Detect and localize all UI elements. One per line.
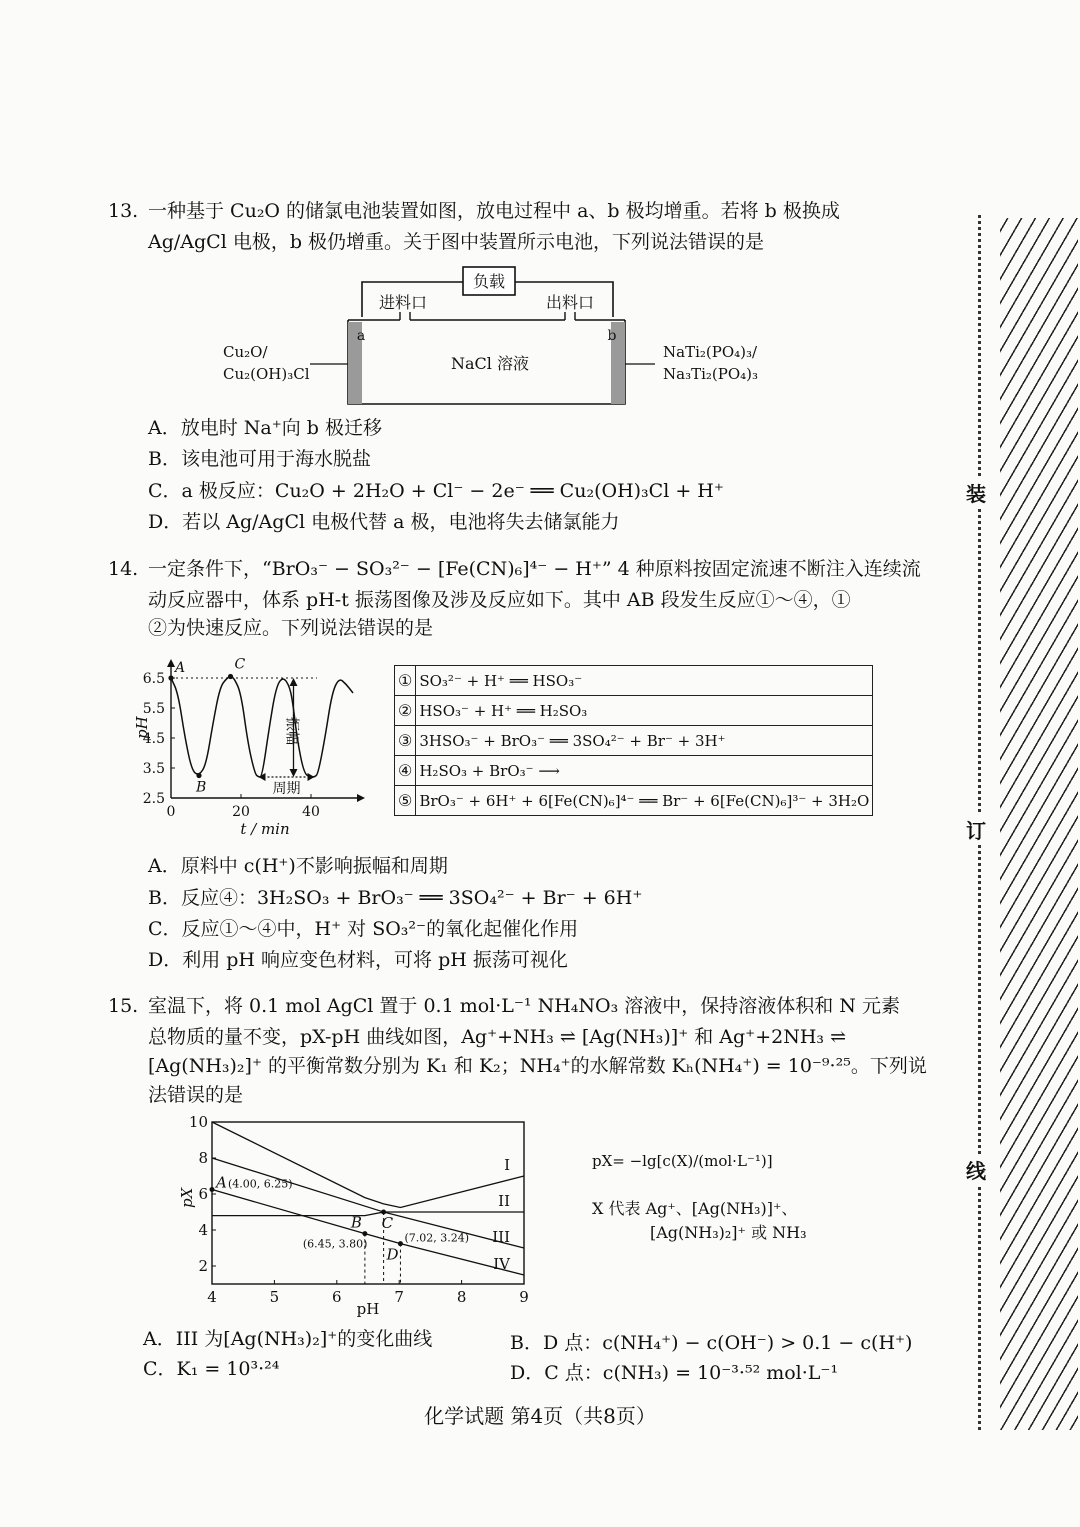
ph-y-tick-label: 4.5	[142, 731, 165, 747]
px-point-label: C	[381, 1214, 394, 1232]
left-material-2: Cu₂(OH)₃Cl	[223, 365, 310, 383]
q14-option-d: D．利用 pH 响应变色材料，可将 pH 振荡可视化	[148, 949, 568, 971]
q14-stem-line1: 一定条件下，“BrO₃⁻ − SO₃²⁻ − [Fe(CN)₆]⁴⁻ − H⁺” 4 种原料按固定流速不断注入连续流	[148, 558, 921, 580]
reaction-number: ②	[395, 696, 416, 726]
inlet-label: 进料口	[378, 293, 428, 312]
ph-y-tick-label: 5.5	[142, 701, 165, 717]
px-series-label: III	[492, 1228, 510, 1246]
reaction-equation: SO₃²⁻ + H⁺ ══ HSO₃⁻	[416, 666, 873, 696]
px-series-label: II	[498, 1192, 510, 1210]
q15-legend-1: pX= −lg[c(X)/(mol·L⁻¹)]	[592, 1152, 773, 1170]
px-point-coordinates: (4.00, 6.25)	[228, 1177, 293, 1191]
px-point-label: B	[350, 1213, 362, 1232]
reaction-equation: BrO₃⁻ + 6H⁺ + 6[Fe(CN)₆]⁴⁻ ══ Br⁻ + 6[Fe(CN)₆]³⁻ + 3H₂O	[416, 786, 873, 816]
q15-stem-line1: 室温下，将 0.1 mol AgCl 置于 0.1 mol·L⁻¹ NH₄NO₃ 溶液中，保持溶液体积和 N 元素	[148, 995, 900, 1017]
px-y-tick-label: 10	[188, 1113, 208, 1131]
px-x-tick-label: 6	[332, 1288, 342, 1306]
period-arrow	[259, 773, 315, 797]
ph-x-tick-label: 20	[232, 804, 250, 820]
ph-axis-label: pH	[133, 716, 151, 739]
ph-curve	[171, 677, 353, 777]
reaction-row	[395, 666, 873, 696]
reaction-equation: HSO₃⁻ + H⁺ ══ H₂SO₃	[416, 696, 873, 726]
reaction-number: ⑤	[395, 786, 416, 816]
q13-option-c: C．a 极反应：Cu₂O + 2H₂O + Cl⁻ − 2e⁻ ══ Cu₂(OH)₃Cl + H⁺	[148, 480, 724, 502]
point-a-label: A	[175, 660, 186, 676]
px-y-tick-label: 4	[198, 1221, 208, 1239]
left-material-1: Cu₂O/	[223, 343, 268, 361]
solution-label: NaCl 溶液	[451, 354, 529, 373]
px-y-tick-label: 8	[198, 1149, 208, 1167]
outlet-label: 出料口	[545, 293, 595, 312]
px-series-iii	[212, 1212, 524, 1248]
q13-option-d: D．若以 Ag/AgCl 电极代替 a 极，电池将失去储氯能力	[148, 511, 620, 533]
reaction-number: ①	[395, 666, 416, 696]
px-series-iv	[212, 1190, 524, 1276]
reaction-number: ③	[395, 726, 416, 756]
px-point-label: A	[216, 1173, 227, 1192]
point-b-label: B	[196, 779, 207, 796]
q15-option-b: B．D 点：c(NH₄⁺) − c(OH⁻) > 0.1 − c(H⁺)	[510, 1332, 913, 1354]
margin-ding: 订	[966, 815, 986, 844]
px-series-label: IV	[493, 1255, 510, 1273]
q13-number: 13.	[108, 200, 139, 222]
px-point-a-marker	[210, 1187, 215, 1192]
ph-y-tick-label: 6.5	[142, 671, 165, 687]
q15-legend-3: [Ag(NH₃)₂]⁺ 或 NH₃	[650, 1223, 807, 1242]
q13-stem-line1: 一种基于 Cu₂O 的储氯电池装置如图，放电过程中 a、b 极均增重。若将 b 极换成	[148, 200, 840, 222]
reaction-row	[395, 726, 873, 756]
load-label: 负载	[472, 272, 506, 291]
amplitude-arrow	[284, 678, 301, 777]
q15-legend-2: X 代表 Ag⁺、[Ag(NH₃)]⁺、	[592, 1199, 798, 1218]
right-material-2: Na₃Ti₂(PO₄)₃	[663, 365, 759, 383]
q13-stem-line2: Ag/AgCl 电极，b 极仍增重。关于图中装置所示电池，下列说法错误的是	[148, 231, 765, 253]
ph-oscillation-chart	[135, 655, 365, 840]
q15-stem-line3: [Ag(NH₃)₂]⁺ 的平衡常数分别为 K₁ 和 K₂；NH₄⁺的水解常数 Kₕ(NH₄⁺) = 10⁻⁹·²⁵。下列说	[148, 1055, 927, 1077]
battery-diagram	[215, 262, 815, 412]
amplitude-label: 振幅	[283, 717, 300, 745]
ph-y-tick-label: 3.5	[142, 761, 165, 777]
q14-option-b: B．反应④：3H₂SO₃ + BrO₃⁻ ══ 3SO₄²⁻ + Br⁻ + 6H⁺	[148, 887, 643, 909]
reaction-row	[395, 756, 873, 786]
electrode-b-label: b	[607, 328, 617, 344]
point-a-marker	[168, 675, 173, 680]
px-point-label: D	[386, 1245, 399, 1264]
px-x-tick-label: 8	[456, 1288, 467, 1306]
px-y-tick-label: 6	[198, 1185, 208, 1203]
px-point-coordinates: (7.02, 3.24)	[404, 1231, 470, 1245]
q14-number: 14.	[108, 558, 139, 580]
px-ph-chart	[168, 1110, 538, 1320]
q15-option-a: A．III 为[Ag(NH₃)₂]⁺的变化曲线	[143, 1328, 433, 1350]
q15-option-c: C．K₁ = 10³·²⁴	[143, 1358, 280, 1380]
reaction-row	[395, 696, 873, 726]
t-axis-label: t / min	[240, 820, 290, 838]
electrode-a-label: a	[356, 328, 366, 344]
q15-stem-line2: 总物质的量不变，pX-pH 曲线如图，Ag⁺+NH₃ ⇌ [Ag(NH₃)]⁺ 和 Ag⁺+2NH₃ ⇌	[148, 1026, 846, 1048]
margin-zhuang: 装	[966, 478, 986, 507]
px-y-tick-label: 2	[198, 1257, 208, 1275]
px-x-tick-label: 7	[394, 1288, 404, 1306]
reaction-table	[394, 665, 873, 816]
ph-y-tick-label: 2.5	[142, 791, 165, 807]
reaction-number: ④	[395, 756, 416, 786]
ph-x-tick-label: 0	[166, 804, 176, 820]
px-ph-axis-label: pH	[356, 1300, 380, 1318]
reaction-equation: H₂SO₃ + BrO₃⁻ ⟶	[416, 756, 873, 786]
ph-x-tick-label: 40	[302, 804, 320, 820]
margin-hatch-pattern	[1000, 218, 1078, 1430]
q14-stem-line2: 动反应器中，体系 pH-t 振荡图像及涉及反应如下。其中 AB 段发生反应①～④，①	[148, 589, 851, 611]
q14-option-a: A．原料中 c(H⁺)不影响振幅和周期	[148, 855, 448, 877]
period-label: 周期	[272, 781, 301, 797]
reaction-equation: 3HSO₃⁻ + BrO₃⁻ ══ 3SO₄²⁻ + Br⁻ + 3H⁺	[416, 726, 873, 756]
q14-stem-line3: ②为快速反应。下列说法错误的是	[148, 617, 434, 639]
q14-option-c: C．反应①～④中，H⁺ 对 SO₃²⁻的氧化起催化作用	[148, 918, 579, 940]
right-material-1: NaTi₂(PO₄)₃/	[663, 343, 758, 361]
point-c-label: C	[234, 656, 246, 673]
q15-number: 15.	[108, 995, 139, 1017]
px-x-tick-label: 4	[207, 1288, 217, 1306]
px-series-label: I	[504, 1156, 510, 1174]
px-x-tick-label: 5	[269, 1288, 280, 1306]
point-c-marker	[228, 674, 233, 679]
px-point-coordinates: (6.45, 3.80)	[302, 1237, 368, 1251]
margin-xian: 线	[966, 1155, 986, 1184]
q15-option-d: D．C 点：c(NH₃) = 10⁻³·⁵² mol·L⁻¹	[510, 1362, 839, 1384]
q13-option-a: A．放电时 Na⁺向 b 极迁移	[148, 417, 382, 439]
reaction-row	[395, 786, 873, 816]
q13-option-b: B．该电池可用于海水脱盐	[148, 448, 371, 470]
point-b-marker	[196, 773, 201, 778]
px-axis-label: pX	[178, 1187, 196, 1208]
page-footer: 化学试题 第4页（共8页）	[424, 1404, 656, 1428]
px-series-i	[212, 1122, 524, 1208]
q15-stem-line4: 法错误的是	[148, 1084, 244, 1106]
px-x-tick-label: 9	[519, 1288, 529, 1306]
